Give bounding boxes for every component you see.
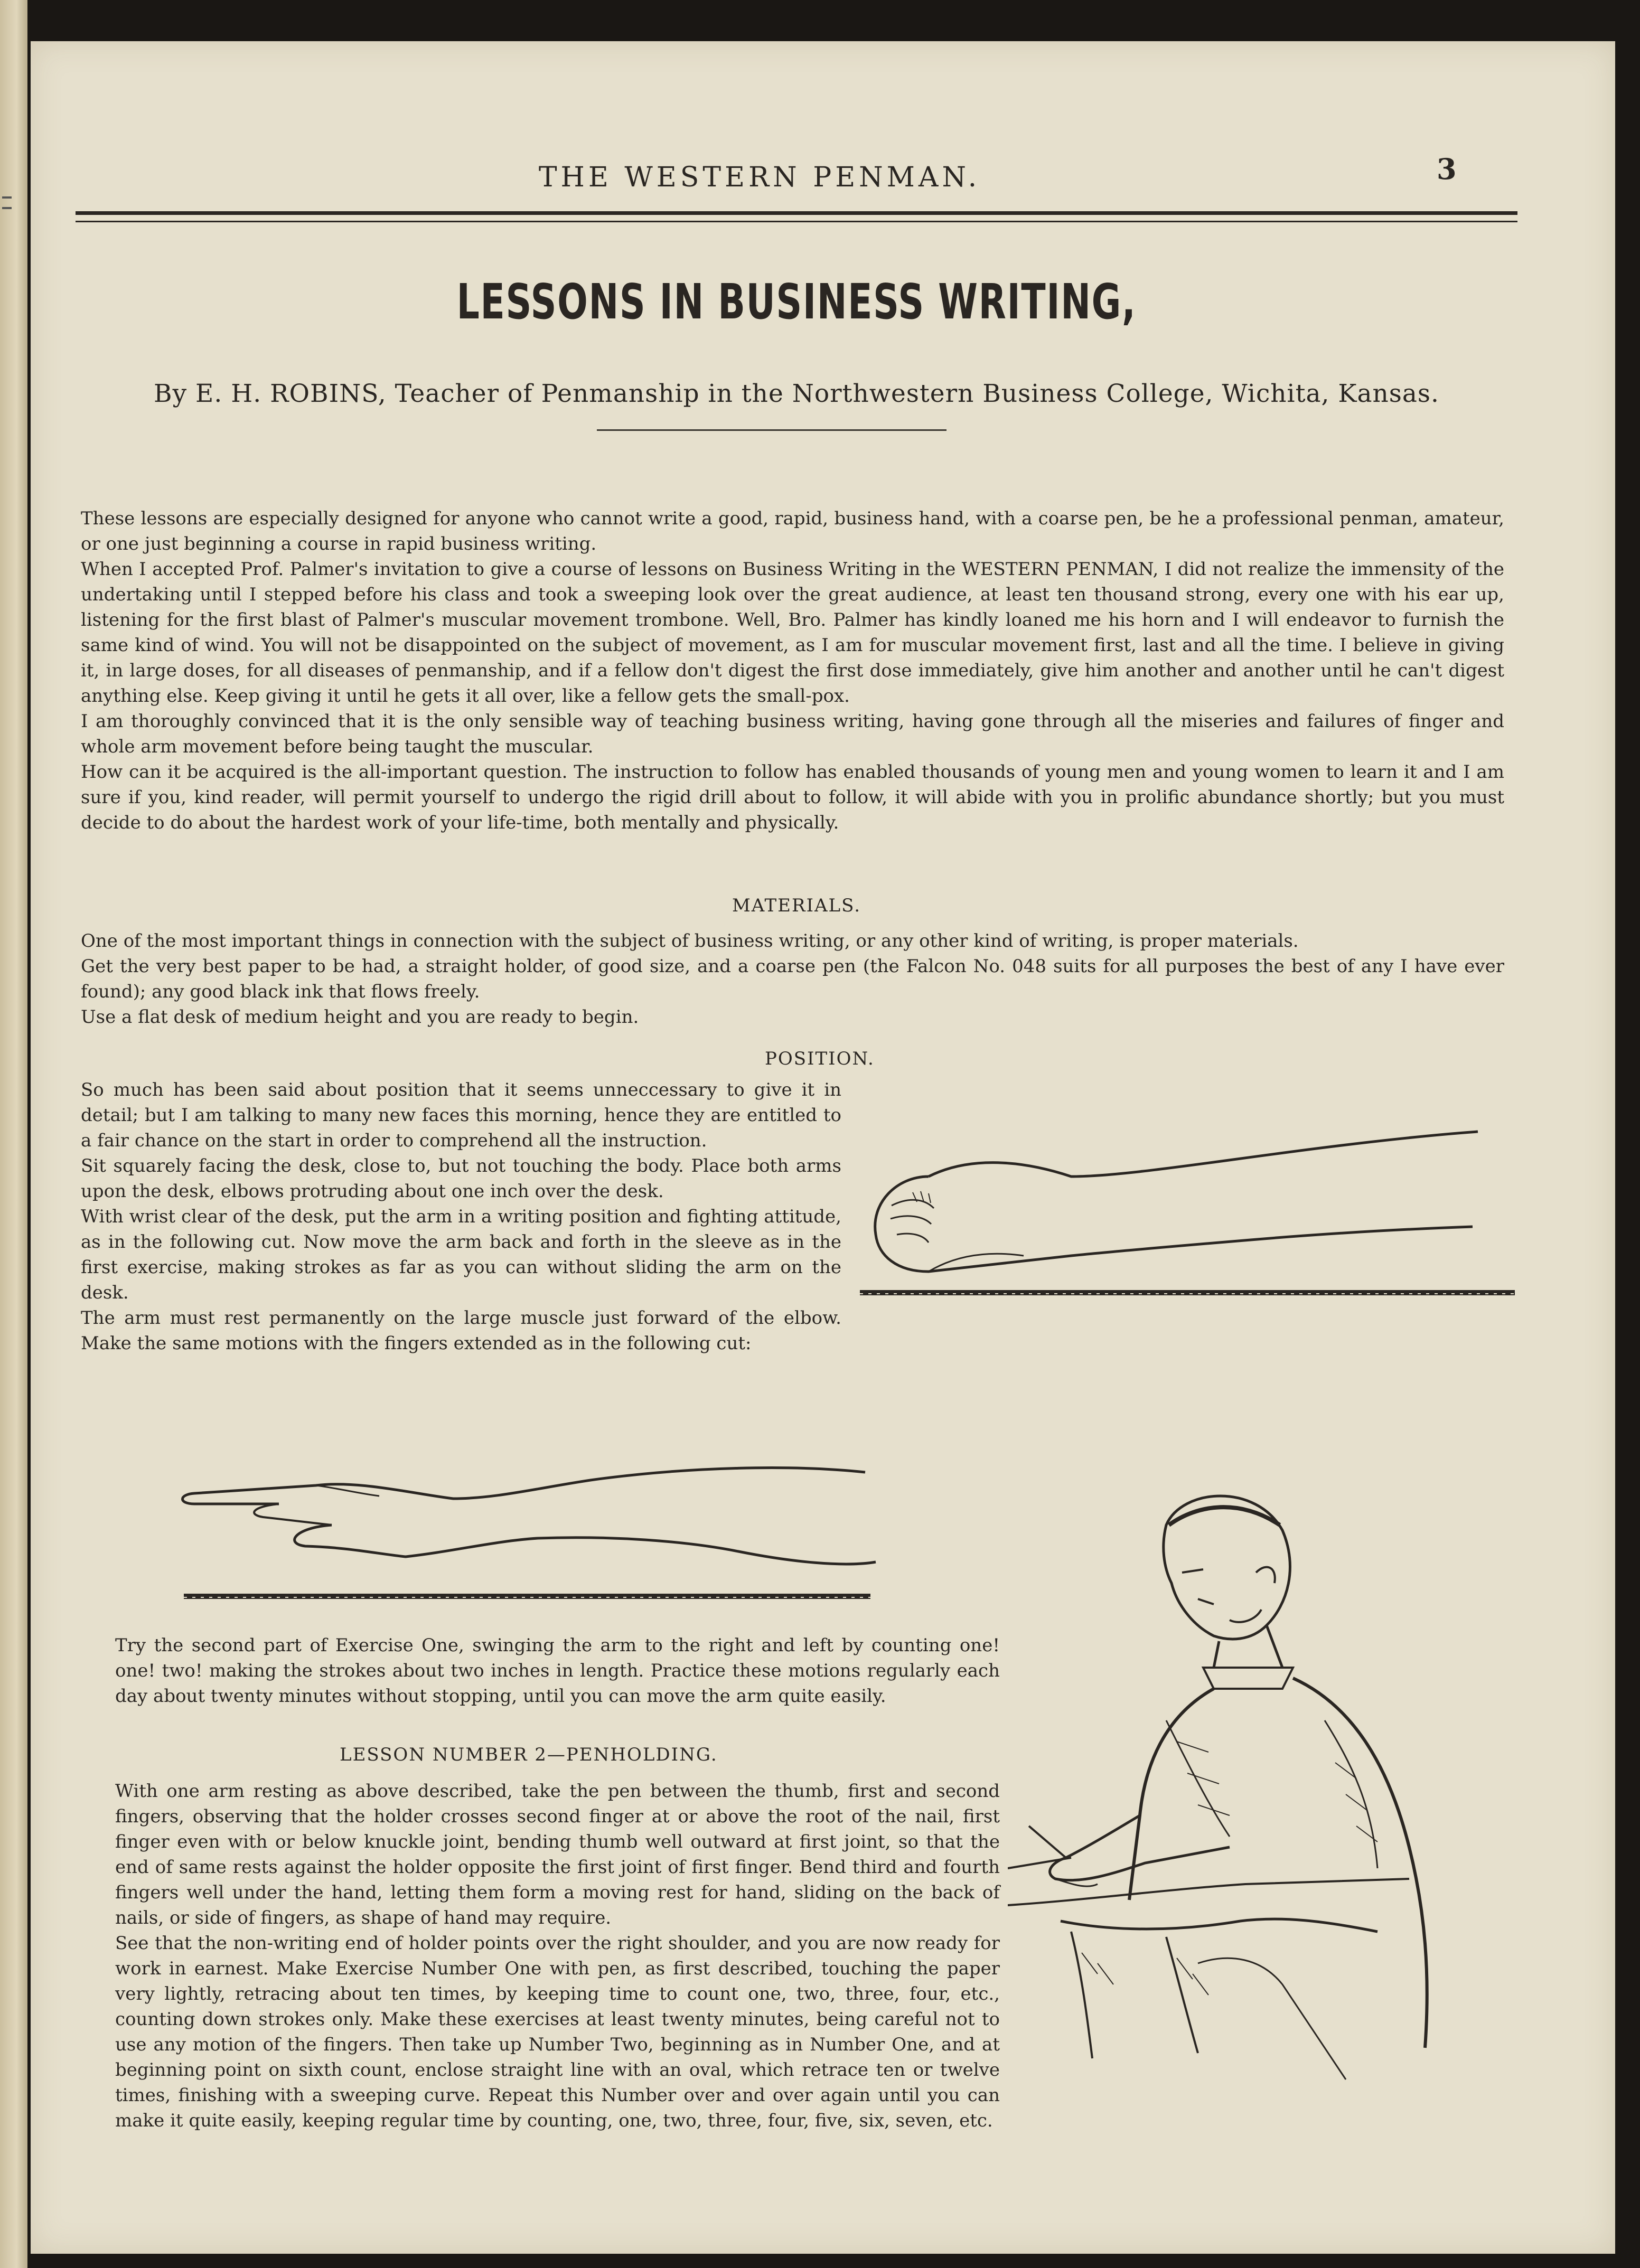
lesson-2-section xyxy=(115,1778,1000,2133)
arm-fist-illustration xyxy=(849,1097,1525,1319)
paragraph: So much has been said about position that it seems unneccessary to give it in detail; but I am talking to many new faces this morning, hence they are entitled to a fair chance on the start in order to comprehend all the instruction. xyxy=(81,1079,841,1151)
header-rule-thin xyxy=(76,221,1517,222)
man-writing-at-desk-illustration xyxy=(1008,1467,1536,2101)
paragraph: One of the most important things in connection with the subject of business writing, or any other kind of writing, is proper materials. xyxy=(81,930,1299,952)
page-edge-mark xyxy=(2,207,12,209)
article-title: LESSONS IN BUSINESS WRITING, xyxy=(456,274,1137,330)
paragraph: With wrist clear of the desk, put the arm in a writing position and fighting attitude, as in the following cut. Now move the arm back and forth in the sleeve as in the first exercise, making strokes as far as you can without sliding the arm on the desk. xyxy=(81,1206,841,1303)
paragraph: These lessons are especially designed for anyone who cannot write a good, rapid, business hand, with a coarse pen, be he a professional penman, amateur, or one just beginning a course in rapid business writing. xyxy=(81,508,1504,554)
title-divider xyxy=(597,429,946,431)
position-section xyxy=(81,1077,841,1356)
lesson-2-heading: LESSON NUMBER 2—PENHOLDING. xyxy=(340,1744,718,1765)
header-rule-thick xyxy=(76,211,1517,215)
facing-page-edge xyxy=(0,0,27,2268)
paragraph: With one arm resting as above described, take the pen between the thumb, first and second fingers, observing that the holder crosses second finger at or above the root of the nail, first finger even with or below knuckle joint, bending thumb well outward at first joint, so that the end of same rests against the holder opposite the first joint of first finger. Bend third and fourth fingers well under the hand, letting them form a moving rest for hand, sliding on the back of nails, or side of fingers, as shape of hand may require. xyxy=(115,1781,1000,1928)
paragraph: Sit squarely facing the desk, close to, but not touching the body. Place both arms upon the desk, elbows protruding about one inch over the desk. xyxy=(81,1155,841,1202)
paragraph: Try the second part of Exercise One, swinging the arm to the right and left by counting one! one! two! making the strokes about two inches in length. Practice these motions regularly each day about twenty minutes without stopping, until you can move the arm quite easily. xyxy=(115,1635,1000,1707)
paragraph: When I accepted Prof. Palmer's invitation to give a course of lessons on Business Writing in the WESTERN PENMAN, I did not realize the immensity of the undertaking until I stepped before his class and took a sweeping look over the great audience, at least ten thousand strong, every one with his ear up, listening for the first blast of Palmer's muscular movement trombone. Well, Bro. Palmer has kindly loaned me his horn and I will endeavor to furnish the same kind of wind. You will not be disappointed on the subject of movement, as I am for muscular movement first, last and all the time. I believe in giving it, in large doses, for all diseases of penmanship, and if a fellow don't digest the first dose immediately, give him another and another until he can't digest anything else. Keep giving it until he gets it all over, like a fellow gets the small-pox. xyxy=(81,559,1504,707)
byline: By E. H. ROBINS, Teacher of Penmanship in the Northwestern Business College, Wichita, Kansas. xyxy=(154,379,1439,408)
paragraph: See that the non-writing end of holder points over the right shoulder, and you are now ready for work in earnest. Make Exercise Number One with pen, as first described, touching the paper very lightly, retracing about ten times, by keeping time to count one, two, three, four, etc., counting down strokes only. Make these exercises at least twenty minutes, being careful not to use any motion of the fingers. Then take up Number Two, beginning as in Number One, and at beginning point on sixth count, enclose straight line with an oval, which retrace ten or twelve times, finishing with a sweeping curve. Repeat this Number over and over again until you can make it quite easily, keeping regular time by counting, one, two, three, four, five, six, seven, etc. xyxy=(115,1933,1000,2131)
exercise-one-section xyxy=(115,1633,1000,1709)
magazine-page xyxy=(31,41,1615,2254)
paragraph: Get the very best paper to be had, a straight holder, of good size, and a coarse pen (the Falcon No. 048 suits for all purposes the best of any I have ever found); any good black ink that flows freely. xyxy=(81,956,1504,1002)
position-heading: POSITION. xyxy=(765,1048,875,1069)
arm-extended-fingers-illustration xyxy=(157,1414,897,1625)
paragraph: I am thoroughly convinced that it is the only sensible way of teaching business writing, having gone through all the miseries and failures of finger and whole arm movement before being taught the muscular. xyxy=(81,711,1504,757)
intro-section xyxy=(81,506,1504,835)
page-number: 3 xyxy=(1437,152,1457,186)
paragraph: The arm must rest permanently on the large muscle just forward of the elbow. Make the same motions with the fingers extended as in the following cut: xyxy=(81,1307,841,1354)
materials-section xyxy=(81,928,1504,1030)
running-head: THE WESTERN PENMAN. xyxy=(538,162,981,193)
paragraph: Use a flat desk of medium height and you are ready to begin. xyxy=(81,1006,639,1028)
materials-heading: MATERIALS. xyxy=(732,895,861,916)
paragraph: How can it be acquired is the all-important question. The instruction to follow has enabled thousands of young men and young women to learn it and I am sure if you, kind reader, will permit yourself to undergo the rigid drill about to follow, it will abide with you in prolific abundance shortly; but you must decide to do about the hardest work of your life-time, both mentally and physically. xyxy=(81,761,1504,833)
page-edge-mark xyxy=(2,196,12,199)
